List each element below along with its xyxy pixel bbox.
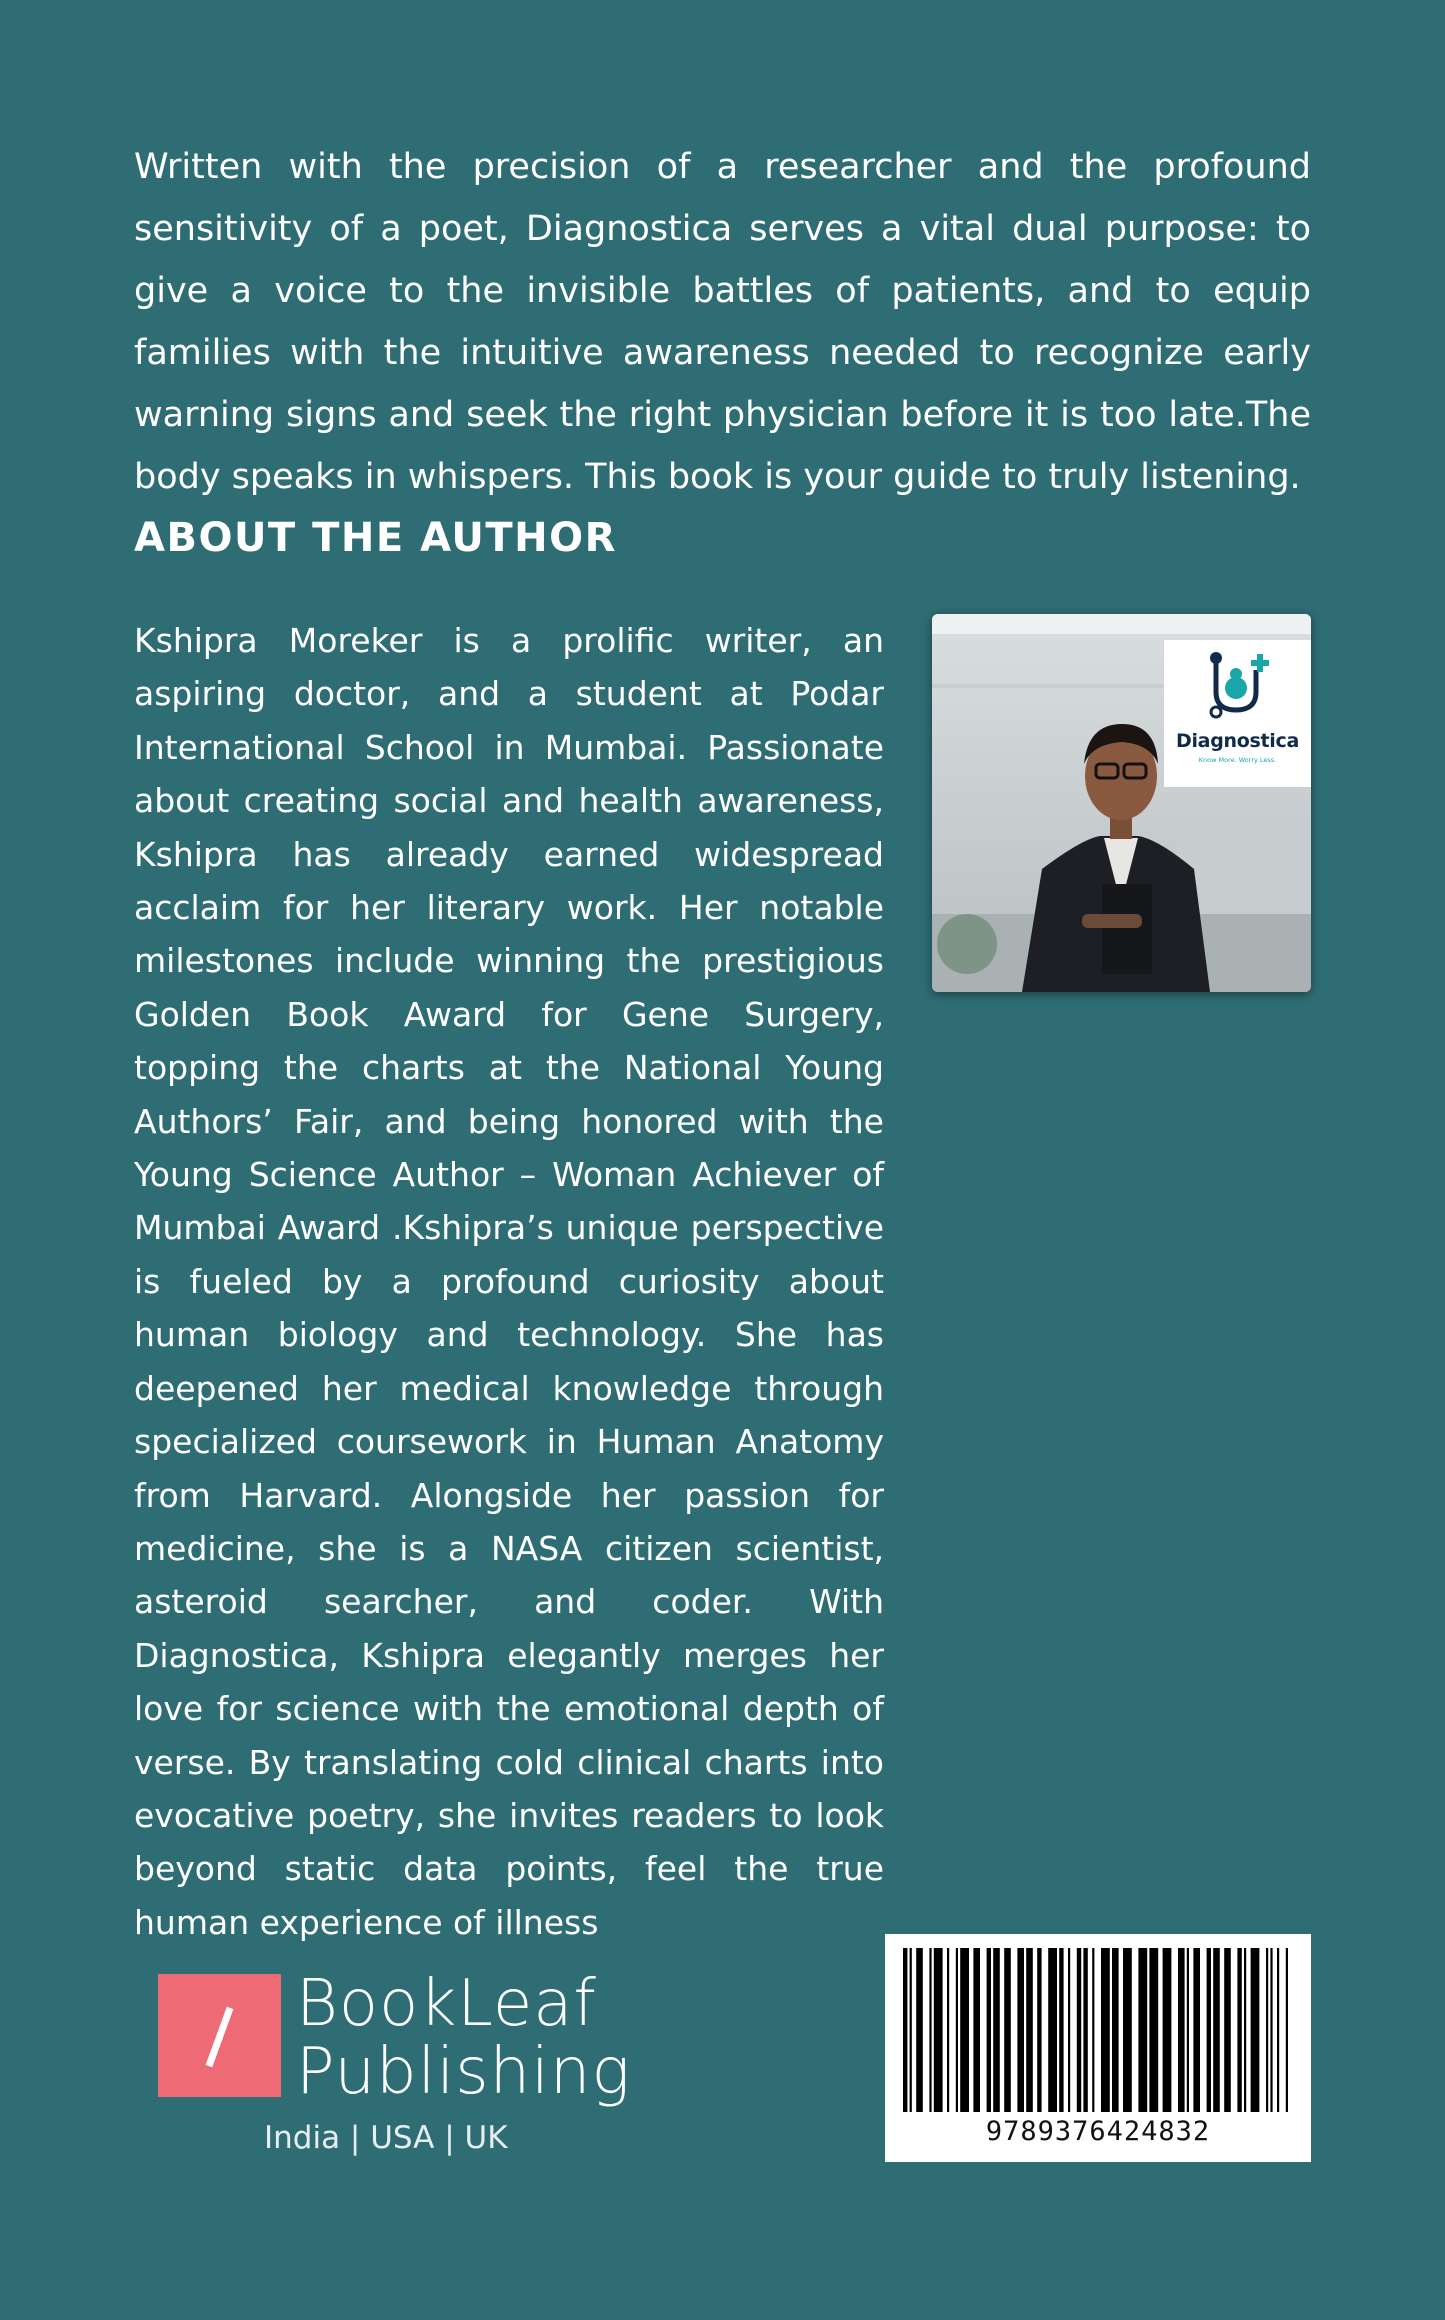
stethoscope-logo-icon	[1164, 640, 1311, 730]
barcode-bar	[993, 1948, 1000, 2112]
barcode-bar	[1101, 1948, 1110, 2112]
barcode-bar	[1277, 1948, 1279, 2112]
logo-tagline: Know More. Worry Less.	[1198, 756, 1277, 764]
barcode-bar	[1083, 1948, 1087, 2112]
barcode-bar	[1077, 1948, 1081, 2112]
barcode-bar	[916, 1948, 923, 2112]
barcode-bar	[934, 1948, 943, 2112]
barcode-bar	[1270, 1948, 1272, 2112]
barcode-bar	[1244, 1948, 1246, 2112]
barcode-bar	[1237, 1948, 1241, 2112]
barcode-bar	[1123, 1948, 1132, 2112]
barcode-bar	[1017, 1948, 1024, 2112]
barcode-bar	[1026, 1948, 1033, 2112]
barcode-bar	[910, 1948, 912, 2112]
barcode-bar	[1213, 1948, 1220, 2112]
diagnostica-logo	[1164, 640, 1311, 787]
barcode-bar	[1149, 1948, 1158, 2112]
publisher-name-line2: Publishing	[296, 2035, 631, 2109]
publisher-regions: India | USA | UK	[264, 2120, 508, 2156]
publisher-name-line1: BookLeaf	[296, 1967, 597, 2041]
author-bio: Kshipra Moreker is a prolific writer, an aspiring doctor, and a student at Podar International School in Mumbai. Passionate about creating social and health awareness, Kshipra has already earned widespread acclaim for her literary work. Her notable milestones include winning the prestigious Golden Book Award for Gene Surgery, topping the charts at the National Young Authors’ Fair, and being honored with the Young Science Author – Woman Achiever of Mumbai Award .Kshipra’s unique perspective is fueled by a profound curiosity about human biology and technology. She has deepened her medical knowledge through specialized coursework in Human Anatomy from Harvard. Alongside her passion for medicine, she is a NASA citizen scientist, asteroid searcher, and coder. With Diagnostica, Kshipra elegantly merges her love for science with the emotional depth of verse. By translating cold clinical charts into evocative poetry, she invites readers to look beyond static data points, feel the true human experience of illness	[134, 621, 884, 1942]
author-photo	[932, 614, 1311, 992]
barcode-bar	[1207, 1948, 1211, 2112]
barcode-bar	[1068, 1948, 1070, 2112]
barcode-bar	[987, 1948, 991, 2112]
barcode-bar	[1187, 1948, 1189, 2112]
barcode-bar	[1163, 1948, 1172, 2112]
book-description: Written with the precision of a researcher and the profound sensitivity of a poet, Diagnostica serves a vital dual purpose: to give a voice to the invisible battles of patients, and to equip families with the intuitive awareness needed to recognize early warning signs and seek the right physician before it is too late.The body speaks in whispers. This book is your guide to truly listening.	[134, 147, 1311, 497]
barcode-bar	[956, 1948, 958, 2112]
barcode-bar	[929, 1948, 931, 2112]
barcode-bars	[899, 1948, 1297, 2112]
barcode-bar	[1048, 1948, 1057, 2112]
barcode-bar	[1138, 1948, 1147, 2112]
isbn-number: 9789376424832	[985, 2116, 1211, 2147]
barcode-bar	[1251, 1948, 1260, 2112]
logo-name: Diagnostica	[1176, 730, 1299, 752]
isbn-barcode	[885, 1934, 1311, 2162]
barcode-bar	[1286, 1948, 1288, 2112]
barcode-bar	[903, 1948, 907, 2112]
slash-mark-icon	[158, 1974, 281, 2097]
barcode-bar	[1224, 1948, 1231, 2112]
barcode-bar	[1004, 1948, 1011, 2112]
barcode-bar	[1266, 1948, 1268, 2112]
barcode-bar	[973, 1948, 980, 2112]
barcode-bar	[947, 1948, 949, 2112]
barcode-bar	[1059, 1948, 1063, 2112]
barcode-bar	[1092, 1948, 1094, 2112]
barcode-bar	[1037, 1948, 1041, 2112]
barcode-bar	[960, 1948, 969, 2112]
about-author-heading: ABOUT THE AUTHOR	[134, 515, 617, 561]
barcode-bar	[1112, 1948, 1119, 2112]
barcode-bar	[1178, 1948, 1185, 2112]
publisher-logo	[158, 1967, 631, 2156]
barcode-bar	[1193, 1948, 1200, 2112]
